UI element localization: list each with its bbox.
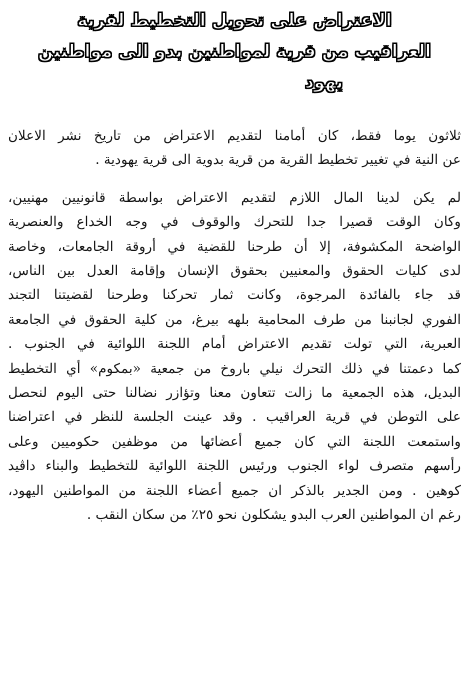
paragraph-2-line: الفوري لجانبنا من طرف المحامية بلهه بيرغ، من كلية الحقوق في الجامعة xyxy=(8,311,461,328)
paragraph-2-line: كوهين . ومن الجدير بالذكر ان جميع أعضاء اللجنة من المواطنين اليهود، xyxy=(8,482,461,499)
paragraph-2-line: البديل، هذه الجمعية ما زالت تتعاون معنا وتؤازر نضالنا حتى اليوم لنحصل xyxy=(8,385,461,402)
paragraph-2-line: وكان الوقت قصيرا جدا للتحرك والوقوف في وجه الخداع والعنصرية xyxy=(8,214,461,231)
paragraph-2-line: الواضحة المكشوفة، إلا أن طرحنا للقضية في أروقة الجامعات، وخاصة xyxy=(8,238,461,255)
headline-line-1: الاعتراض على تحويل التخطيط لقرية xyxy=(77,11,392,31)
paragraph-2 xyxy=(8,186,461,528)
headline-line-2: العراقيب من قرية لمواطنين بدو الى مواطنين xyxy=(37,42,432,62)
paragraph-1 xyxy=(8,124,461,173)
paragraph-2-line: لدى كليات الحقوق والمعنيين بحقوق الإنسان وإقامة العدل بين الناس، xyxy=(8,263,461,280)
paragraph-2-line: لم يكن لدينا المال اللازم لتقديم الاعتراض بواسطة قانونيين مهنيين، xyxy=(8,189,461,206)
paragraph-2-line: العبرية، التي تولت تقديم الاعتراض أمام اللجنة اللوائية في الجنوب . xyxy=(8,336,461,353)
paragraph-2-line: رغم ان المواطنين العرب البدو يشكلون نحو ٢٥٪ من سكان النقب . xyxy=(86,507,461,524)
paragraph-1-line: عن النية في تغيير تخطيط القرية من قرية بدوية الى قرية يهودية . xyxy=(95,152,461,169)
paragraph-2-line: قد جاء بالفائدة المرجوة، وكانت ثمار تحركنا وطرحنا لقضيتنا التجند xyxy=(8,287,461,304)
paragraph-2-line: رأسهم متصرف لواء الجنوب ورئيس اللجنة اللوائية للتخطيط والبناء داڤيد xyxy=(8,458,461,475)
headline-line-3: يهود xyxy=(304,73,343,93)
paragraph-1-line: ثلاثون يوما فقط، كان أمامنا لتقديم الاعتراض من تاريخ نشر الاعلان xyxy=(8,128,461,144)
paragraph-2-line: كما دعمتنا في ذلك التحرك نيلي باروخ من جمعية «بمكوم» أي التخطيط xyxy=(8,360,461,377)
article-headline xyxy=(8,6,461,99)
paragraph-2-line: واستمعت اللجنة التي كان جميع أعضائها من موظفين حكوميين وعلى xyxy=(8,433,461,450)
paragraph-2-line: على التوطن في قرية العراقيب . وقد عينت الجلسة للنظر في اعتراضنا xyxy=(8,409,461,426)
